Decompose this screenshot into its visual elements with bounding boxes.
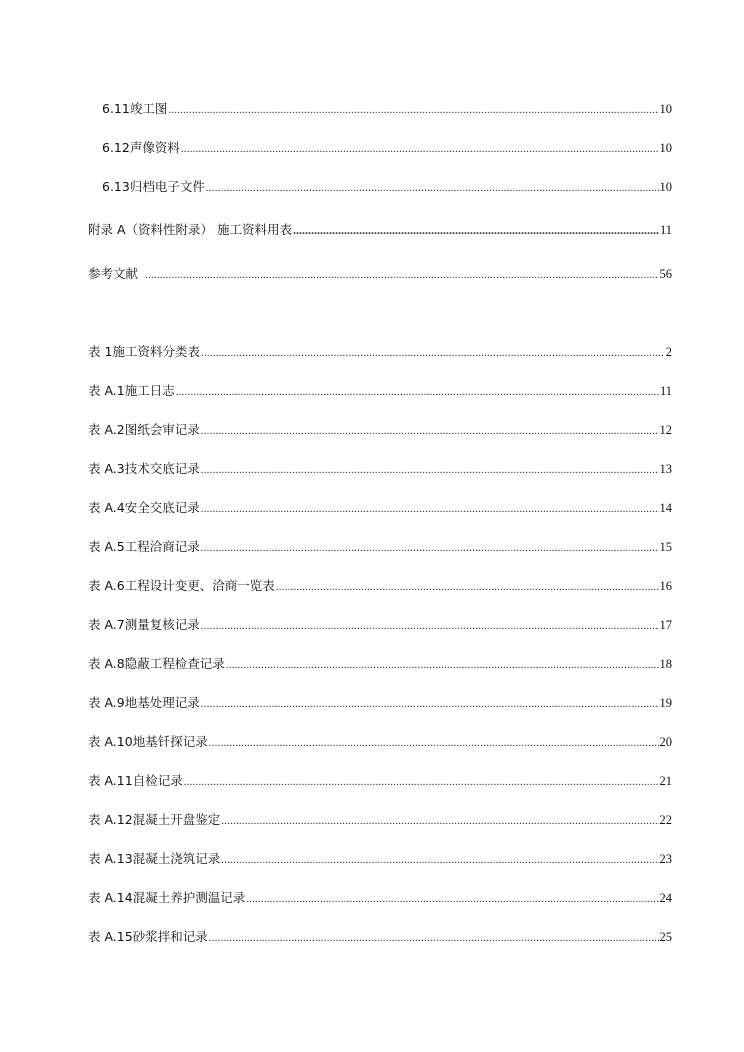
dot-leader: [181, 141, 659, 157]
table-entry-title: 地基钎探记录: [132, 734, 208, 749]
dot-leader: [226, 657, 659, 673]
toc-entry-number: 6.12: [102, 140, 130, 155]
table-entry-title: 工程设计变更、洽商一览表: [124, 578, 275, 593]
table-entry-title: 技术交底记录: [124, 461, 200, 476]
dot-leader: [221, 852, 658, 868]
dot-leader: [201, 540, 659, 556]
table-entry-number: 表 A.15: [88, 929, 133, 944]
table-entry-page: 22: [659, 813, 672, 827]
table-entry-a5[interactable]: [88, 539, 672, 556]
table-entry-page: 18: [659, 657, 672, 671]
table-entry-number: 表 A.3: [88, 461, 125, 476]
table-entry-page: 16: [659, 579, 672, 593]
table-entry-title: 安全交底记录: [124, 500, 200, 515]
toc-entry-page: 10: [659, 180, 672, 194]
dot-leader: [293, 222, 659, 238]
table-entry-a14[interactable]: [88, 890, 672, 907]
dot-leader: [168, 102, 658, 118]
table-entry-title: 施工日志: [124, 383, 175, 398]
toc-entry-references[interactable]: [88, 266, 672, 283]
table-entry-number: 表 A.8: [88, 656, 125, 671]
toc-entry-6-12[interactable]: [102, 140, 672, 157]
dot-leader: [201, 618, 659, 634]
table-entry-page: 24: [659, 891, 672, 905]
table-entry-title: 混凝土浇筑记录: [132, 851, 221, 866]
dot-leader: [176, 384, 659, 400]
dot-leader: [221, 813, 658, 829]
table-entry-number: 表 A.7: [88, 617, 125, 632]
table-entry-a13[interactable]: [88, 851, 672, 868]
table-entry-a6[interactable]: [88, 578, 672, 595]
toc-entry-6-11[interactable]: [102, 101, 672, 118]
toc-entry-number: 附录 A: [88, 222, 126, 237]
table-entry-number: 表 1: [88, 344, 113, 359]
table-entry-a4[interactable]: [88, 500, 672, 517]
dot-leader: [145, 267, 658, 283]
table-entry-number: 表 A.9: [88, 695, 125, 710]
table-entry-a9[interactable]: [88, 695, 672, 712]
table-entry-number: 表 A.5: [88, 539, 125, 554]
toc-entry-page: 10: [659, 141, 672, 155]
table-entry-page: 2: [665, 345, 672, 359]
table-entry-title: 测量复核记录: [124, 617, 200, 632]
dot-leader: [201, 696, 659, 712]
table-entry-title: 图纸会审记录: [124, 422, 200, 437]
table-entry-number: 表 A.1: [88, 383, 125, 398]
table-entry-page: 21: [659, 774, 672, 788]
table-entry-title: 工程洽商记录: [124, 539, 200, 554]
dot-leader: [276, 579, 659, 595]
table-entry-number: 表 A.14: [88, 890, 133, 905]
toc-entry-title: 竣工图: [129, 101, 168, 116]
toc-entry-appendix-a[interactable]: [88, 222, 672, 238]
table-entry-number: 表 A.13: [88, 851, 133, 866]
toc-entry-title: （资料性附录） 施工资料用表: [125, 222, 293, 237]
table-entry-page: 15: [659, 540, 672, 554]
table-entry-a1[interactable]: [88, 383, 672, 400]
table-entry-page: 19: [659, 696, 672, 710]
table-entry-title: 混凝土开盘鉴定: [132, 812, 221, 827]
dot-leader: [184, 774, 659, 790]
table-entry-number: 表 A.12: [88, 812, 133, 827]
table-entry-page: 13: [659, 462, 672, 476]
dot-leader: [206, 180, 659, 196]
table-entry-title: 地基处理记录: [124, 695, 200, 710]
table-entry-page: 12: [659, 423, 672, 437]
dot-leader: [201, 423, 659, 439]
toc-entry-title: 参考文献: [88, 266, 139, 281]
table-entry-number: 表 A.11: [88, 773, 133, 788]
table-entry-page: 23: [659, 852, 672, 866]
dot-leader: [201, 345, 665, 361]
table-entry-page: 20: [659, 735, 672, 749]
table-entry-title: 施工资料分类表: [112, 344, 200, 359]
table-entry-a10[interactable]: [88, 734, 672, 751]
table-entry-number: 表 A.6: [88, 578, 125, 593]
table-entry-title: 混凝土养护测温记录: [132, 890, 246, 905]
table-entry-page: 14: [659, 501, 672, 515]
table-entry-a11[interactable]: [88, 773, 672, 790]
table-entry-number: 表 A.4: [88, 500, 125, 515]
table-entry-a12[interactable]: [88, 812, 672, 829]
toc-entry-page: 11: [659, 223, 672, 237]
table-entry-a8[interactable]: [88, 656, 672, 673]
table-entry-1[interactable]: [88, 344, 672, 361]
table-entry-title: 自检记录: [132, 773, 183, 788]
table-entry-title: 砂浆拌和记录: [132, 929, 208, 944]
dot-leader: [209, 735, 659, 751]
table-entry-title: 隐蔽工程检查记录: [124, 656, 225, 671]
table-entry-a7[interactable]: [88, 617, 672, 634]
dot-leader: [209, 930, 659, 946]
table-entry-page: 17: [659, 618, 672, 632]
table-entry-a3[interactable]: [88, 461, 672, 478]
toc-entry-number: 6.11: [102, 101, 130, 116]
toc-entry-page: 56: [659, 267, 672, 281]
table-entry-page: 25: [659, 930, 672, 944]
dot-leader: [201, 462, 659, 478]
table-entry-a2[interactable]: [88, 422, 672, 439]
dot-leader: [246, 891, 658, 907]
table-entry-number: 表 A.2: [88, 422, 125, 437]
toc-entry-number: 6.13: [102, 179, 130, 194]
dot-leader: [201, 501, 659, 517]
table-entry-page: 11: [659, 384, 672, 398]
table-entry-a15[interactable]: [88, 929, 672, 946]
toc-entry-page: 10: [659, 102, 672, 116]
toc-entry-title: 声像资料: [129, 140, 180, 155]
table-entry-number: 表 A.10: [88, 734, 133, 749]
toc-entry-title: 归档电子文件: [129, 179, 205, 194]
toc-entry-6-13[interactable]: [102, 179, 672, 196]
